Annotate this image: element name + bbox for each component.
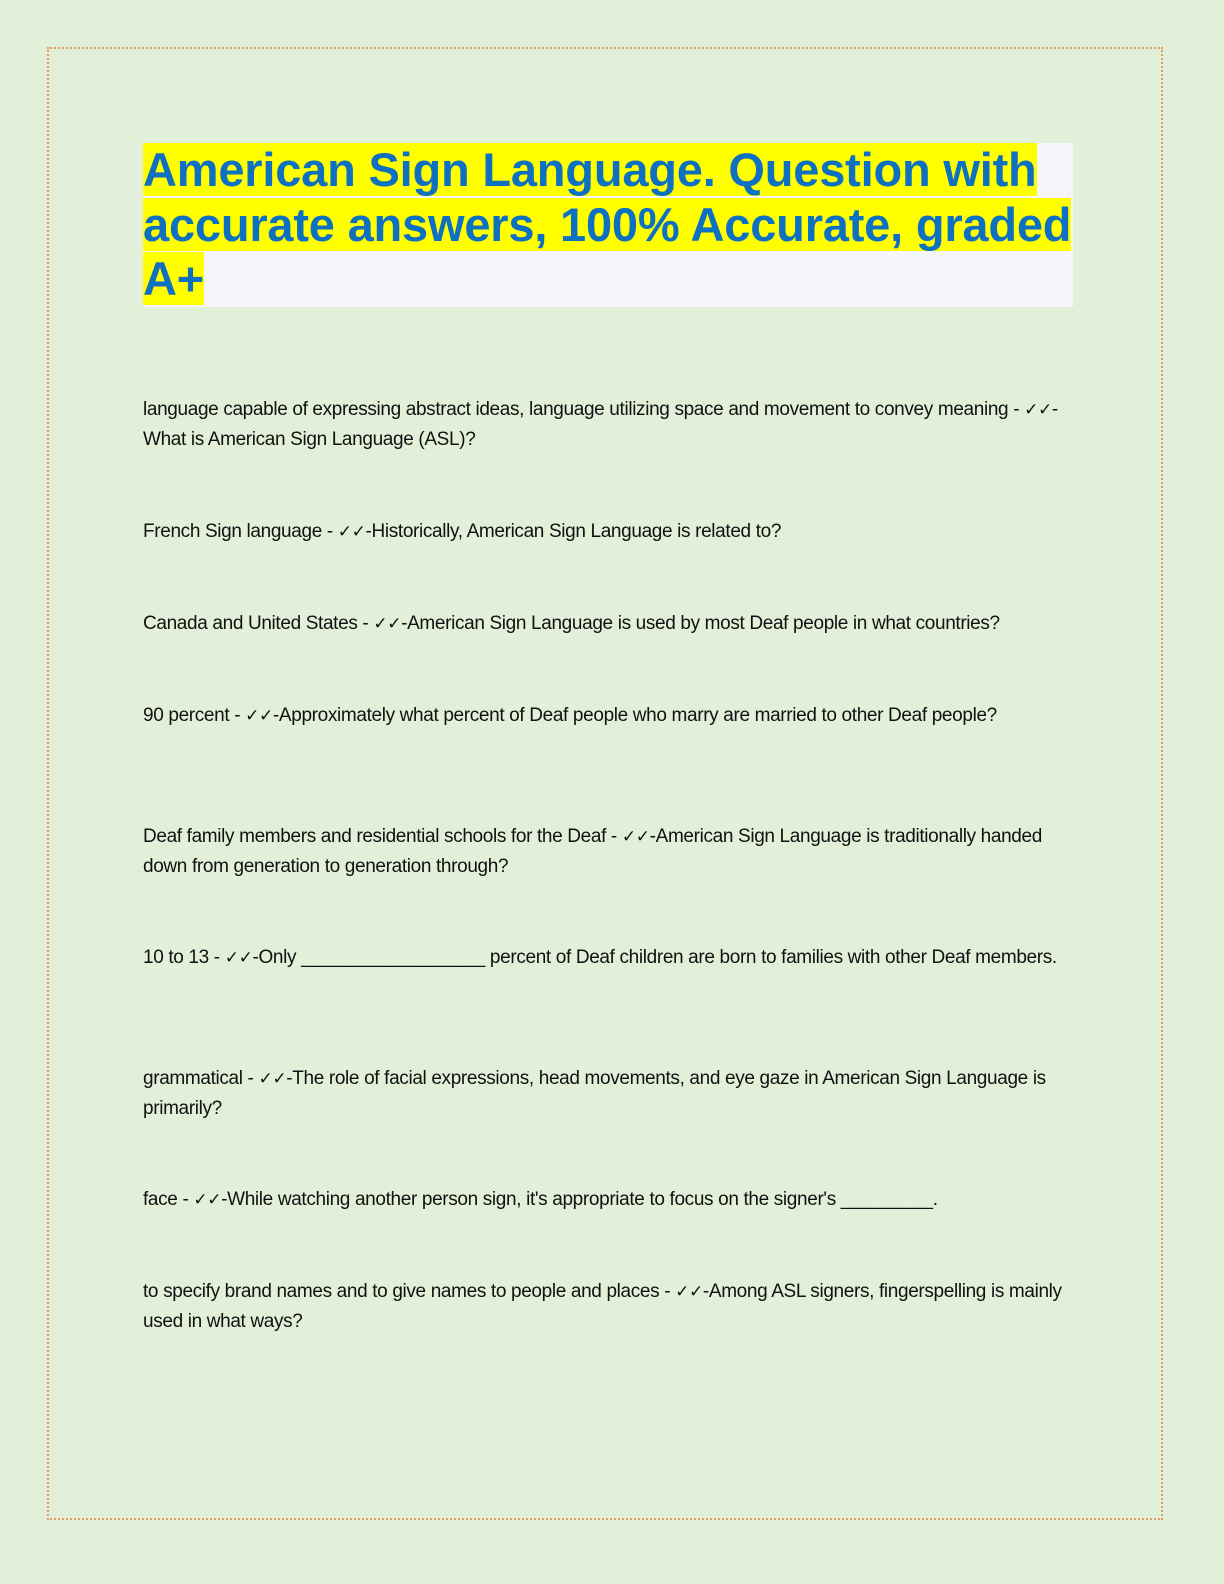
question-text: -What is American Sign Language (ASL)? <box>143 399 1058 450</box>
document-title <box>143 143 1073 307</box>
answer-text: 10 to 13 - <box>143 947 225 968</box>
question-text: -American Sign Language is traditionally handed down from generation to generation through? <box>143 826 1042 877</box>
qa-item <box>143 1064 1083 1123</box>
answer-text: grammatical - <box>143 1068 259 1089</box>
question-text: -Only __________________ percent of Deaf children are born to families with other Deaf members. <box>252 947 1057 968</box>
answer-text: 90 percent - <box>143 705 246 726</box>
question-text: -American Sign Language is used by most Deaf people in what countries? <box>401 613 1000 634</box>
qa-item <box>143 395 1083 454</box>
qa-item <box>143 1277 1083 1336</box>
qa-item <box>143 609 1000 639</box>
qa-item <box>143 943 1057 973</box>
question-text: -While watching another person sign, it's appropriate to focus on the signer's _________. <box>221 1189 938 1210</box>
qa-item <box>143 1185 938 1215</box>
double-check-icon: ✓✓ <box>1024 400 1052 420</box>
answer-text: language capable of expressing abstract ideas, language utilizing space and movement to convey meaning - <box>143 399 1025 420</box>
double-check-icon: ✓✓ <box>675 1282 703 1302</box>
double-check-icon: ✓✓ <box>245 706 273 726</box>
answer-text: face - <box>143 1189 194 1210</box>
answer-text: French Sign language - <box>143 521 338 542</box>
question-text: -The role of facial expressions, head movements, and eye gaze in American Sign Language is primarily? <box>143 1068 1046 1119</box>
double-check-icon: ✓✓ <box>373 614 402 634</box>
answer-text: Canada and United States - <box>143 613 374 634</box>
question-text: -Among ASL signers, fingerspelling is mainly used in what ways? <box>143 1281 1062 1332</box>
title-highlight: American Sign Language. Question with accurate answers, 100% Accurate, graded A+ <box>143 143 1072 305</box>
double-check-icon: ✓✓ <box>337 522 366 542</box>
qa-item <box>143 517 781 547</box>
double-check-icon: ✓✓ <box>224 948 253 968</box>
answer-text: Deaf family members and residential schools for the Deaf - <box>143 826 622 847</box>
question-text: -Approximately what percent of Deaf people who marry are married to other Deaf people? <box>272 705 997 726</box>
qa-item <box>143 822 1083 881</box>
title-block <box>143 143 1073 307</box>
double-check-icon: ✓✓ <box>258 1069 287 1089</box>
double-check-icon: ✓✓ <box>621 827 650 847</box>
qa-item <box>143 701 997 731</box>
double-check-icon: ✓✓ <box>193 1190 222 1210</box>
answer-text: to specify brand names and to give names to people and places - <box>143 1281 676 1302</box>
question-text: -Historically, American Sign Language is related to? <box>365 521 782 542</box>
